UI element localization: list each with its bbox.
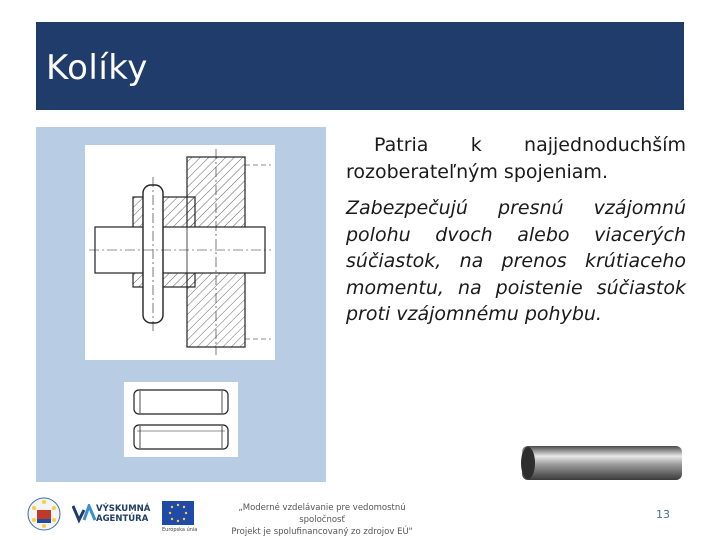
pins-illustration <box>124 382 238 457</box>
agency-logo-icon <box>72 504 96 524</box>
body-text <box>346 132 686 338</box>
pin-photo-svg <box>518 432 686 494</box>
slide-title: Kolíky <box>46 48 148 88</box>
agency-name <box>96 504 150 524</box>
pins-illustration-svg <box>124 382 238 457</box>
eu-flag-icon <box>162 501 194 525</box>
paragraph-definition: Patria k najjednoduchším rozoberateľným spojeniam. <box>346 134 686 183</box>
agency-line-2: AGENTÚRA <box>96 514 149 524</box>
project-line-2: Projekt je spolufinancovaný zo zdrojov EÚ" <box>231 527 413 537</box>
paragraph-purpose: Zabezpečujú presnú vzájomnú polohu dvoch alebo viacerých súčiastok, na prenos krútiaceho momentu, na poistenie súčiastok proti vzájomnému pohybu. <box>346 197 686 325</box>
footer-logos <box>12 494 422 536</box>
pin-joint-drawing <box>85 145 275 360</box>
title-bar <box>36 22 684 110</box>
pin-joint-drawing-svg <box>85 145 275 360</box>
eu-caption: Európska únia <box>162 527 198 533</box>
project-line-1: „Moderné vzdelávanie pre vedomostnú spoločnosť <box>238 503 406 525</box>
project-statement <box>222 502 422 538</box>
pin-photo <box>518 432 686 494</box>
emblem-logo-icon <box>18 494 78 536</box>
page-number: 13 <box>656 508 670 521</box>
agency-line-1: VÝSKUMNÁ <box>96 504 151 514</box>
